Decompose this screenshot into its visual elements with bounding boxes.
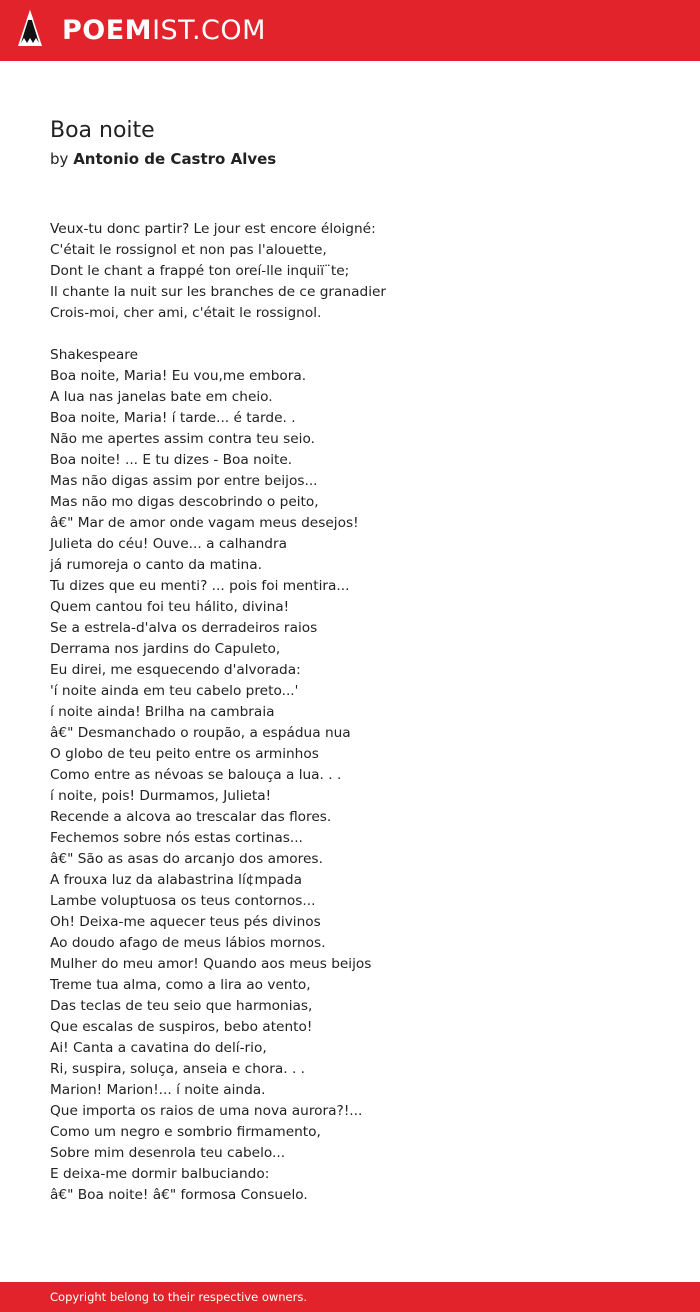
poem-line: Crois-moi, cher ami, c'était le rossignol. xyxy=(50,305,322,321)
poem-line: Treme tua alma, como a lira ao vento, xyxy=(50,977,311,993)
poem-line: Mas não digas assim por entre beijos... xyxy=(50,473,318,489)
poem-line: Boa noite, Maria! í tarde... é tarde. . xyxy=(50,410,296,426)
poem-line: Fechemos sobre nós estas cortinas... xyxy=(50,830,303,846)
author-link[interactable]: Antonio de Castro Alves xyxy=(73,150,277,168)
logo-light-text: IST.COM xyxy=(152,15,266,46)
poem-line: Como entre as névoas se balouça a lua. . . xyxy=(50,767,342,783)
poem-line: Boa noite! ... E tu dizes - Boa noite. xyxy=(50,452,293,468)
poem-line: Dont le chant a frappé ton oreí-lle inquiï¨te; xyxy=(50,263,350,279)
poem-line: Mas não mo digas descobrindo o peito, xyxy=(50,494,319,510)
site-footer xyxy=(0,1282,700,1312)
poem-line: Mulher do meu amor! Quando aos meus beijos xyxy=(50,956,372,972)
poem-line: â€" São as asas do arcanjo dos amores. xyxy=(50,851,323,867)
poem-line: Derrama nos jardins do Capuleto, xyxy=(50,641,281,657)
poem-line: Veux-tu donc partir? Le jour est encore éloigné: xyxy=(50,221,376,237)
site-header xyxy=(0,0,700,61)
logo-bold-text: POEM xyxy=(62,15,153,46)
poem-title: Boa noite xyxy=(50,118,155,143)
poem-line: Tu dizes que eu menti? ... pois foi mentira... xyxy=(50,578,350,594)
poem-line: â€" Mar de amor onde vagam meus desejos! xyxy=(50,515,359,531)
poem-line: Sobre mim desenrola teu cabelo... xyxy=(50,1145,286,1161)
pencil-tip-icon[interactable] xyxy=(18,10,42,51)
poem-line: 'í noite ainda em teu cabelo preto...' xyxy=(50,683,299,699)
poem-line: Eu direi, me esquecendo d'alvorada: xyxy=(50,662,301,678)
by-label: by xyxy=(50,150,69,168)
poem-line: Ai! Canta a cavatina do delí-rio, xyxy=(50,1040,267,1056)
poem-line: A frouxa luz da alabastrina lí¢mpada xyxy=(50,872,302,888)
poem-line: Ri, suspira, soluça, anseia e chora. . . xyxy=(50,1061,306,1077)
poem-line: í noite, pois! Durmamos, Julieta! xyxy=(50,788,272,804)
poem-line: Shakespeare xyxy=(50,347,138,363)
stanza-break xyxy=(50,324,670,345)
poem-body xyxy=(50,219,670,1206)
poem-line: Quem cantou foi teu hálito, divina! xyxy=(50,599,290,615)
poem-line: Se a estrela-d'alva os derradeiros raios xyxy=(50,620,318,636)
poem-line: Que escalas de suspiros, bebo atento! xyxy=(50,1019,313,1035)
poem-line: Julieta do céu! Ouve... a calhandra xyxy=(50,536,287,552)
copyright-text: Copyright belong to their respective owners. xyxy=(50,1290,308,1304)
poem-byline xyxy=(50,148,276,170)
poem-line: Oh! Deixa-me aquecer teus pés divinos xyxy=(50,914,321,930)
poem-line: Il chante la nuit sur les branches de ce granadier xyxy=(50,284,387,300)
poem-line: O globo de teu peito entre os arminhos xyxy=(50,746,319,762)
poem-line: já rumoreja o canto da matina. xyxy=(50,557,262,573)
poem-line: Boa noite, Maria! Eu vou,me embora. xyxy=(50,368,307,384)
poem-line: Que importa os raios de uma nova aurora?!... xyxy=(50,1103,363,1119)
poem-line: Ao doudo afago de meus lábios mornos. xyxy=(50,935,326,951)
site-logo[interactable] xyxy=(62,13,266,49)
poem-line: â€" Desmanchado o roupão, a espádua nua xyxy=(50,725,351,741)
poem-line: C'était le rossignol et non pas l'alouette, xyxy=(50,242,327,258)
poem-line: â€" Boa noite! â€" formosa Consuelo. xyxy=(50,1187,308,1203)
poem-line: E deixa-me dormir balbuciando: xyxy=(50,1166,270,1182)
poem-line: Das teclas de teu seio que harmonias, xyxy=(50,998,313,1014)
poem-line: Como um negro e sombrio firmamento, xyxy=(50,1124,321,1140)
poem-line: í noite ainda! Brilha na cambraia xyxy=(50,704,275,720)
poem-line: Recende a alcova ao trescalar das flores. xyxy=(50,809,332,825)
poem-line: A lua nas janelas bate em cheio. xyxy=(50,389,273,405)
poem-line: Não me apertes assim contra teu seio. xyxy=(50,431,315,447)
poem-line: Lambe voluptuosa os teus contornos... xyxy=(50,893,316,909)
poem-line: Marion! Marion!... í noite ainda. xyxy=(50,1082,266,1098)
